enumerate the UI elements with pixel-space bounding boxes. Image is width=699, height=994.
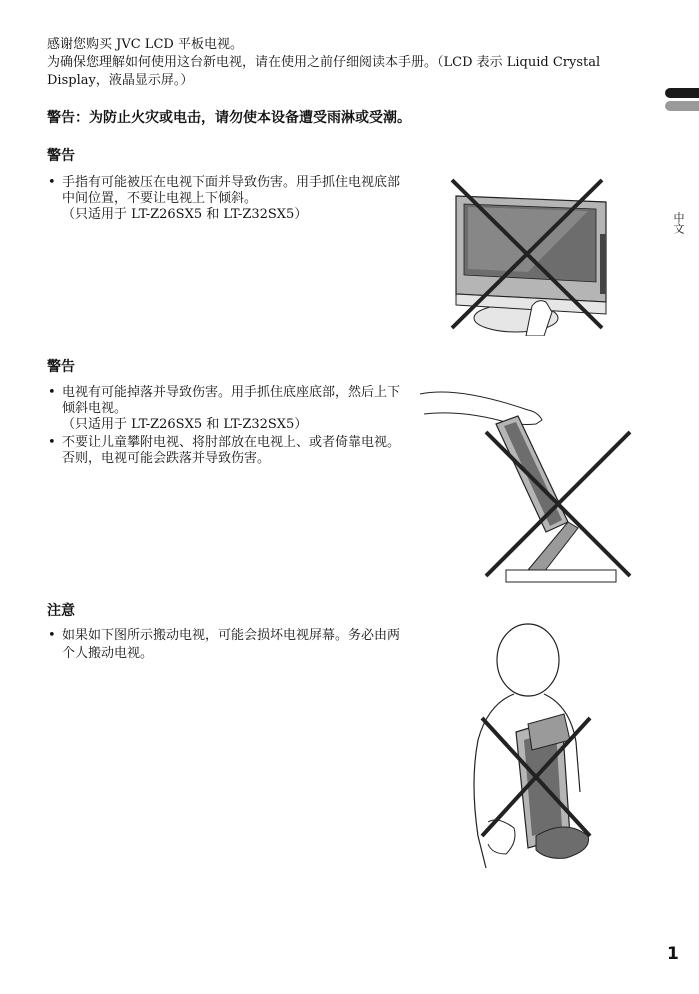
list-item-text: 手指有可能被压在电视下面并导致伤害。用手抓住电视底部中间位置，不要让电视上下倾斜。 [62,175,401,206]
intro-line-1: 感谢您购买 JVC LCD 平板电视。 [47,37,243,52]
list-item [47,627,402,663]
section3-list [47,627,402,665]
bullet-icon: • [48,435,56,450]
list-item [47,385,402,433]
table-surface [506,570,616,582]
arm-icon [420,392,542,425]
person-carrying-crossed-illustration [466,622,616,870]
list-item [47,435,402,467]
bullet-icon: • [48,385,56,400]
section2-heading: 警告 [47,359,75,375]
tv-tilt-crossed-illustration [418,382,638,584]
carried-tv-base [536,827,589,858]
list-item-note: （只适用于 LT-Z26SX5 和 LT-Z32SX5） [62,207,308,222]
section1-list [47,175,402,225]
list-item-text: 如果如下图所示搬动电视，可能会损坏电视屏幕。务必由两个人搬动电视。 [62,628,401,661]
list-item [47,175,402,223]
side-tab-grey [665,101,699,111]
section1-heading: 警告 [47,148,75,164]
bullet-icon: • [48,628,56,643]
tv-front-crossed-illustration [438,174,618,336]
intro-text [47,36,627,90]
bullet-icon: • [48,175,56,190]
language-label: 中文 [672,212,685,234]
section2-list [47,385,402,469]
section3-heading: 注意 [47,603,75,619]
head-icon [497,624,559,696]
intro-line-2: 为确保您理解如何使用这台新电视，请在使用之前仔细阅读本手册。（LCD 表示 Liquid Crystal Display，液晶显示屏。） [47,55,601,88]
list-item-text: 不要让儿童攀附电视、将肘部放在电视上、或者倚靠电视。否则，电视可能会跌落并导致伤害。 [62,435,401,466]
tv-side-panel [600,234,606,294]
side-tab-dark [665,88,699,98]
list-item-note: （只适用于 LT-Z26SX5 和 LT-Z32SX5） [62,417,308,432]
tilted-tv-stand [528,522,578,572]
page-number: 1 [667,944,679,964]
main-warning: 警告：为防止火灾或电击，请勿使本设备遭受雨淋或受潮。 [47,110,411,126]
list-item-text: 电视有可能掉落并导致伤害。用手抓住底座底部，然后上下倾斜电视。 [62,385,401,416]
